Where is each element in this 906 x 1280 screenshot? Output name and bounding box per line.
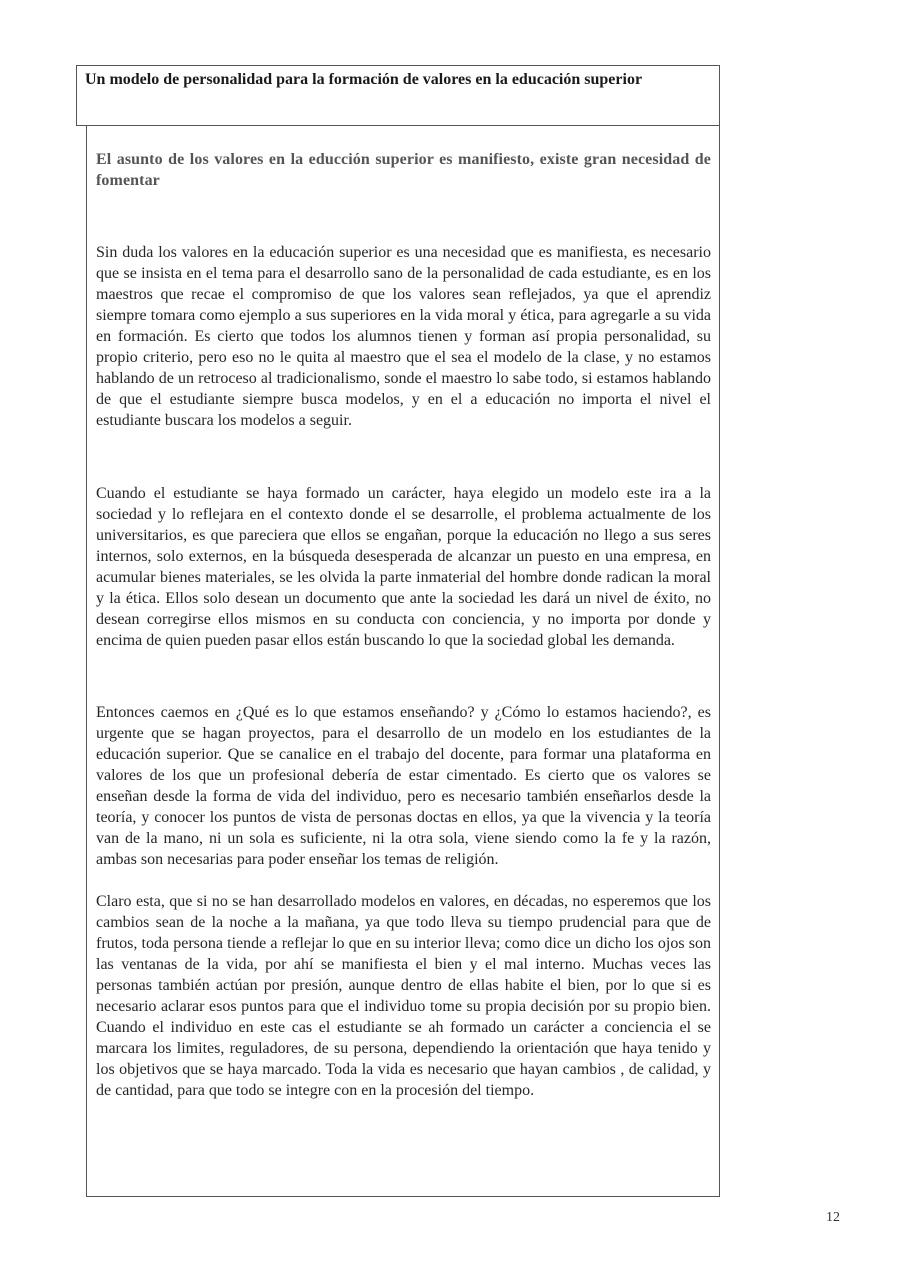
document-title: Un modelo de personalidad para la formación de valores en la educación superior <box>85 71 643 88</box>
content-box <box>86 125 720 1197</box>
title-box <box>76 65 720 126</box>
paragraph-1: Sin duda los valores en la educación superior es una necesidad que es manifiesta, es necesario que se insista en el tema para el desarrollo sano de la personalidad de cada estudiante, es en los maestros que recae el compromiso de que los valores sean reflejados, ya que el aprendiz siempre tomara como ejemplo a sus superiores en la vida moral y ética, para agregarle a su vida en formación. Es cierto que todos los alumnos tienen y forman así propia personalidad, su propio criterio, pero eso no le quita al maestro que el sea el modelo de la clase, y no estamos hablando de un retroceso al tradicionalismo, sonde el maestro lo sabe todo, si estamos hablando de que el estudiante siempre busca modelos, y en el a educación no importa el nivel el estudiante buscara los modelos a seguir. <box>96 244 711 429</box>
paragraph-3: Entonces caemos en ¿Qué es lo que estamos enseñando? y ¿Cómo lo estamos haciendo?, es urgente que se hagan proyectos, para el desarrollo de un modelo en los estudiantes de la educación superior. Que se canalice en el trabajo del docente, para formar una plataforma en valores de los que un profesional debería de estar cimentado. Es cierto que os valores se enseñan desde la forma de vida del individuo, pero es necesario también enseñarlos desde la teoría, y conocer los puntos de vista de personas doctas en ellos, ya que la vivencia y la teoría van de la mano, ni un sola es suficiente, ni la otra sola, viene siendo como la fe y la razón, ambas son necesarias para poder enseñar los temas de religión. <box>96 704 711 868</box>
section-subtitle: El asunto de los valores en la educción superior es manifiesto, existe gran necesidad de fomentar <box>96 151 711 189</box>
paragraph-2: Cuando el estudiante se haya formado un carácter, haya elegido un modelo este ira a la sociedad y lo reflejara en el contexto donde el se desarrolle, el problema actualmente de los universitarios, es que pareciera que ellos se engañan, porque la educación no llego a sus seres internos, solo externos, en la búsqueda desesperada de alcanzar un puesto en una empresa, en acumular bienes materiales, se les olvida la parte inmaterial del hombre donde radican la moral y la ética. Ellos solo desean un documento que ante la sociedad les dará un nivel de éxito, no desean corregirse ellos mismos en su conducta con conciencia, y no importa por donde y encima de quien pueden pasar ellos están buscando lo que la sociedad global les demanda. <box>96 485 711 649</box>
paragraph-4: Claro esta, que si no se han desarrollado modelos en valores, en décadas, no esperemos que los cambios sean de la noche a la mañana, ya que todo lleva su tiempo prudencial para que de frutos, toda persona tiende a reflejar lo que en su interior lleva; como dice un dicho los ojos son las ventanas de la vida, por ahí se manifiesta el bien y el mal interno. Muchas veces las personas también actúan por presión, aunque dentro de ellas habite el bien, por lo que si es necesario aclarar esos puntos para que el individuo tome su propia decisión por su propio bien. Cuando el individuo en este cas el estudiante se ah formado un carácter a conciencia el se marcara los limites, reguladores, de su persona, dependiendo la orientación que haya tenido y los objetivos que se haya marcado. Toda la vida es necesario que hayan cambios , de calidad, y de cantidad, para que todo se integre con en la procesión del tiempo. <box>96 893 711 1099</box>
page-number: 12 <box>826 1210 840 1225</box>
